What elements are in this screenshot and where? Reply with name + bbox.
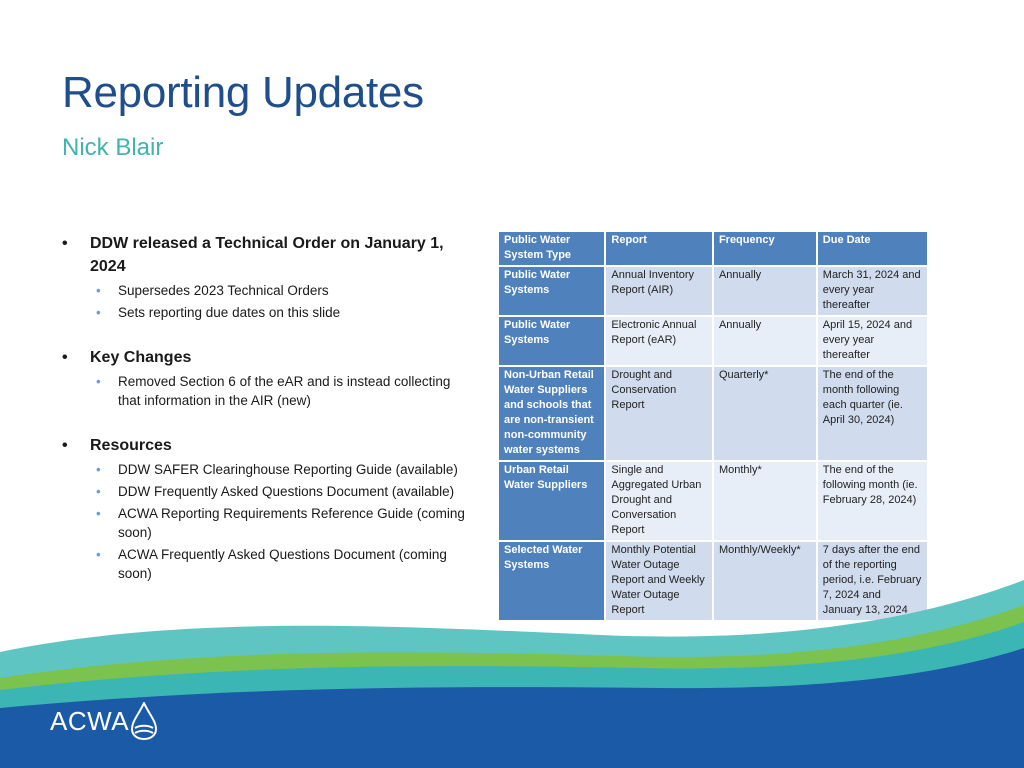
table-cell: Electronic Annual Report (eAR) [605,316,713,366]
table-row [498,461,928,541]
sub-bullet-icon: • [96,305,101,320]
sub-bullet-item [96,482,475,501]
table-cell: The end of the following month (ie. February 28, 2024) [817,461,928,541]
logo-text: ACWA [50,705,130,736]
table-cell: Monthly* [713,461,817,541]
table-row [498,366,928,461]
sub-bullet-icon: • [96,374,101,389]
table-cell: Single and Aggregated Urban Drought and Conversation Report [605,461,713,541]
sub-bullet-text: Removed Section 6 of the eAR and is instead collecting that information in the AIR (new) [118,374,451,408]
table-row-header: Public Water Systems [498,266,605,316]
table-row-header: Non-Urban Retail Water Suppliers and schools that are non-transient non-community water systems [498,366,605,461]
table-row [498,316,928,366]
sub-bullet-icon: • [96,283,101,298]
bullet-icon: • [62,437,68,454]
table-cell: Annually [713,316,817,366]
sub-bullet-icon: • [96,462,101,477]
bullet-item [60,434,475,457]
table-header-cell: Due Date [817,231,928,266]
table-cell: 7 days after the end of the reporting period, i.e. February 7, 2024 and January 13, 2024 [817,541,928,621]
table-header-cell: Frequency [713,231,817,266]
sub-bullet-item [96,372,475,410]
slide-title: Reporting Updates [62,68,424,117]
sub-bullet-item [96,303,475,322]
bullet-item [60,232,475,278]
bullet-item [60,346,475,369]
bullet-section [60,346,475,410]
bullet-text: DDW released a Technical Order on January 1, 2024 [90,235,444,275]
acwa-logo [50,702,157,740]
table-row-header: Urban Retail Water Suppliers [498,461,605,541]
table-row-header: Selected Water Systems [498,541,605,621]
table-cell: Annually [713,266,817,316]
sub-bullet-text: DDW Frequently Asked Questions Document (available) [118,484,455,499]
bullet-text: Resources [90,437,172,454]
table-header-row [498,231,928,266]
sub-bullet-icon: • [96,506,101,521]
sub-bullet-text: DDW SAFER Clearinghouse Reporting Guide (available) [118,462,458,477]
sub-bullet-icon: • [96,484,101,499]
table-cell: Annual Inventory Report (AIR) [605,266,713,316]
sub-bullet-icon: • [96,547,101,562]
table-header-cell: Report [605,231,713,266]
table-cell: Monthly Potential Water Outage Report and Weekly Water Outage Report [605,541,713,621]
sub-bullet-text: ACWA Frequently Asked Questions Document (coming soon) [118,547,447,581]
table-cell: Quarterly* [713,366,817,461]
bullet-text: Key Changes [90,349,192,366]
bullet-list [60,232,475,607]
sub-bullet-item [96,281,475,300]
table-row [498,266,928,316]
sub-bullet-text: Sets reporting due dates on this slide [118,305,341,320]
table-cell: Monthly/Weekly* [713,541,817,621]
table-cell: Drought and Conservation Report [605,366,713,461]
table-cell: March 31, 2024 and every year thereafter [817,266,928,316]
sub-bullet-text: ACWA Reporting Requirements Reference Guide (coming soon) [118,506,465,540]
water-drop-icon [131,702,157,740]
bullet-icon: • [62,349,68,366]
sub-bullet-item [96,504,475,542]
sub-bullet-text: Supersedes 2023 Technical Orders [118,283,329,298]
table-header-cell: Public Water System Type [498,231,605,266]
bullet-section [60,232,475,322]
slide-subtitle: Nick Blair [62,134,164,161]
table-cell: The end of the month following each quarter (ie. April 30, 2024) [817,366,928,461]
table-row-header: Public Water Systems [498,316,605,366]
sub-bullet-item [96,460,475,479]
bullet-icon: • [62,235,68,252]
table-cell: April 15, 2024 and every year thereafter [817,316,928,366]
